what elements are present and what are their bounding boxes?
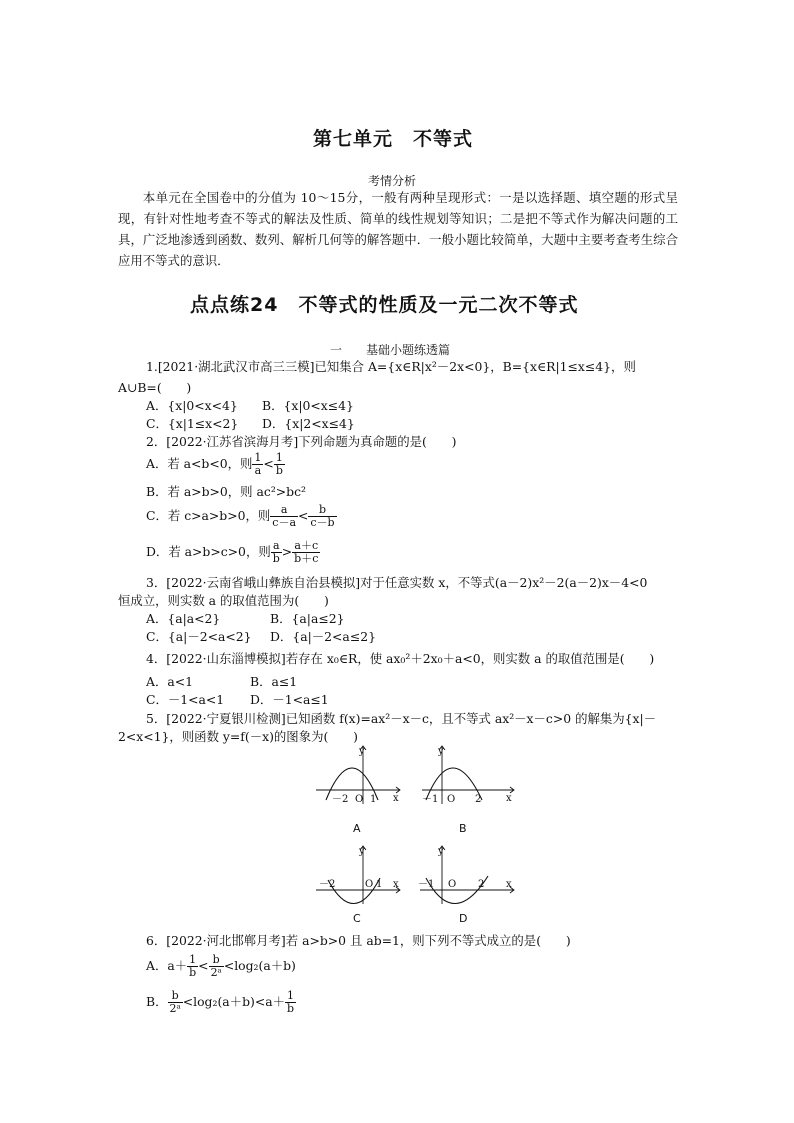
- graph-d-label: D: [459, 912, 468, 925]
- fraction: [271, 540, 282, 565]
- root-label: 1: [370, 794, 377, 805]
- denominator: b: [272, 552, 280, 565]
- q6-option-b: [146, 990, 296, 1015]
- origin-label: O: [355, 794, 364, 805]
- origin-label: O: [448, 879, 457, 890]
- relation: <: [298, 508, 309, 523]
- analysis-heading: 考情分析: [368, 174, 417, 188]
- denominator: b: [189, 966, 197, 979]
- x-axis-label: x: [506, 793, 512, 804]
- question-4-line1: 4．[2022·山东淄博模拟]若存在 x₀∈R，使 ax₀²＋2x₀＋a<0，则实数 a 的取值范围是( ): [146, 651, 655, 666]
- numerator: 1: [187, 954, 198, 967]
- root-label: 1: [376, 879, 383, 890]
- denominator: a: [254, 464, 262, 477]
- q2-c-prefix: C．若 c>a>b>0，则: [146, 508, 271, 523]
- question-6-stem: 6．[2022·河北邯郸月考]若 a>b>0 且 ab=1，则下列不等式成立的是( ): [146, 933, 571, 948]
- relation: <: [263, 456, 274, 471]
- y-axis-label: y: [438, 846, 444, 857]
- q1-option-b: B．{x|0<x≤4}: [262, 398, 354, 413]
- fraction: [252, 452, 263, 477]
- graph-c-label: C: [353, 912, 361, 925]
- root-label: 2: [475, 794, 482, 805]
- root-label: －1: [422, 794, 439, 805]
- q6-a-prefix: A．a＋: [146, 958, 188, 973]
- unit-title: 第七单元 不等式: [313, 128, 474, 150]
- q2-option-c: [146, 504, 337, 529]
- numerator: b: [308, 504, 336, 517]
- question-1-line2: A∪B=( ): [118, 380, 192, 395]
- root-label: －2: [332, 794, 349, 805]
- q2-d-prefix: D．若 a>b>c>0，则: [146, 544, 271, 559]
- graph-b: [420, 742, 518, 807]
- question-5-line1: 5．[2022·宁夏银川检测]已知函数 f(x)=ax²－x－c，且不等式 ax²－x－c>0 的解集为{x|－: [146, 711, 657, 726]
- x-axis-label: x: [506, 879, 512, 890]
- fraction: [308, 504, 336, 529]
- denominator: b＋c: [294, 552, 319, 565]
- q3-option-b: B．{a|a≤2}: [270, 611, 345, 626]
- numerator: a＋c: [292, 540, 320, 553]
- q6-b-prefix: B．: [146, 994, 168, 1009]
- question-3-line1: 3．[2022·云南省峨山彝族自治县模拟]对于任意实数 x，不等式(a－2)x²－2(a－2)x－4<0: [146, 575, 648, 590]
- numerator: 1: [285, 990, 296, 1003]
- question-5-line2: 2<x<1}，则函数 y=f(－x)的图象为( ): [118, 729, 358, 744]
- section-heading: 一 基础小题练透篇: [330, 343, 451, 357]
- denominator: b: [287, 1002, 295, 1015]
- question-3-line2: 恒成立，则实数 a 的取值范围为( ): [118, 593, 329, 608]
- numerator: 1: [254, 451, 262, 464]
- root-label: －2: [319, 879, 336, 890]
- denominator: 2ᵃ: [169, 1002, 181, 1015]
- q2-option-a: [146, 452, 285, 477]
- lesson-title: 点点练24 不等式的性质及一元二次不等式: [190, 294, 579, 316]
- root-label: －1: [418, 879, 435, 890]
- graph-a: [314, 742, 404, 807]
- origin-label: O: [447, 794, 456, 805]
- q6-option-a: [146, 954, 296, 979]
- x-axis-label: x: [393, 879, 399, 890]
- q1-option-d: D．{x|2<x≤4}: [262, 416, 355, 431]
- fraction: [187, 954, 198, 979]
- analysis-text: 本单元在全国卷中的分值为 10～15分，一般有两种呈现形式：一是以选择题、填空题的形式呈现，有针对性地考查不等式的解法及性质、简单的线性规划等知识；二是把不等式作为解决问题的工具，广泛地渗透到函数、数列、解析几何等的解答题中．一般小题比较简单，大题中主要考查考生综合应用不等式的意识．: [118, 190, 678, 268]
- origin-label: O: [365, 879, 374, 890]
- q6-a-suffix: <log₂(a＋b): [223, 958, 296, 973]
- denominator: 2ᵃ: [210, 966, 222, 979]
- denominator: b: [275, 464, 283, 477]
- root-label: 2: [478, 879, 485, 890]
- q2-option-b: B．若 a>b>0，则 ac²>bc²: [146, 484, 307, 499]
- fraction: [209, 954, 224, 979]
- q3-option-a: A．{a|a<2}: [146, 611, 221, 626]
- y-axis-label: y: [359, 746, 365, 757]
- q4-option-d: D．－1<a≤1: [250, 692, 329, 707]
- graph-b-label: B: [459, 822, 467, 835]
- numerator: a: [271, 540, 282, 553]
- y-axis-label: y: [438, 746, 444, 757]
- numerator: b: [209, 954, 224, 967]
- q3-option-c: C．{a|－2<a<2}: [146, 629, 252, 644]
- numerator: 1: [274, 452, 285, 465]
- q1-option-c: C．{x|1≤x<2}: [146, 416, 239, 431]
- relation: <: [198, 958, 209, 973]
- x-axis-label: x: [393, 793, 399, 804]
- fraction: [168, 990, 183, 1015]
- q1-option-a: A．{x|0<x<4}: [146, 398, 238, 413]
- fraction: [274, 452, 285, 477]
- q4-option-c: C．－1<a<1: [146, 692, 225, 707]
- relation: >: [281, 544, 293, 559]
- y-axis-label: y: [359, 846, 365, 857]
- fraction: [292, 540, 320, 565]
- fraction: [270, 504, 298, 529]
- graph-d: [418, 842, 518, 907]
- denominator: c－a: [272, 516, 296, 529]
- question-2-stem: 2．[2022·江苏省滨海月考]下列命题为真命题的是( ): [146, 434, 457, 449]
- q4-option-b: B．a≤1: [250, 674, 298, 689]
- numerator: b: [168, 990, 183, 1003]
- fraction: [285, 990, 296, 1015]
- graph-c: [314, 842, 404, 907]
- q3-option-d: D．{a|－2<a≤2}: [270, 629, 376, 644]
- q2-option-d: [146, 540, 320, 565]
- graph-a-label: A: [353, 822, 361, 835]
- q4-option-a: A．a<1: [146, 674, 193, 689]
- denominator: c－b: [310, 516, 335, 529]
- q6-b-mid: <log₂(a＋b)<a＋: [182, 994, 285, 1009]
- numerator: a: [270, 504, 298, 517]
- q2-a-prefix: A．若 a<b<0，则: [146, 456, 253, 471]
- question-1-line1: 1.[2021·湖北武汉市高三三模]已知集合 A={x∈R|x²－2x<0}，B={x∈R|1≤x≤4}，则: [146, 359, 636, 374]
